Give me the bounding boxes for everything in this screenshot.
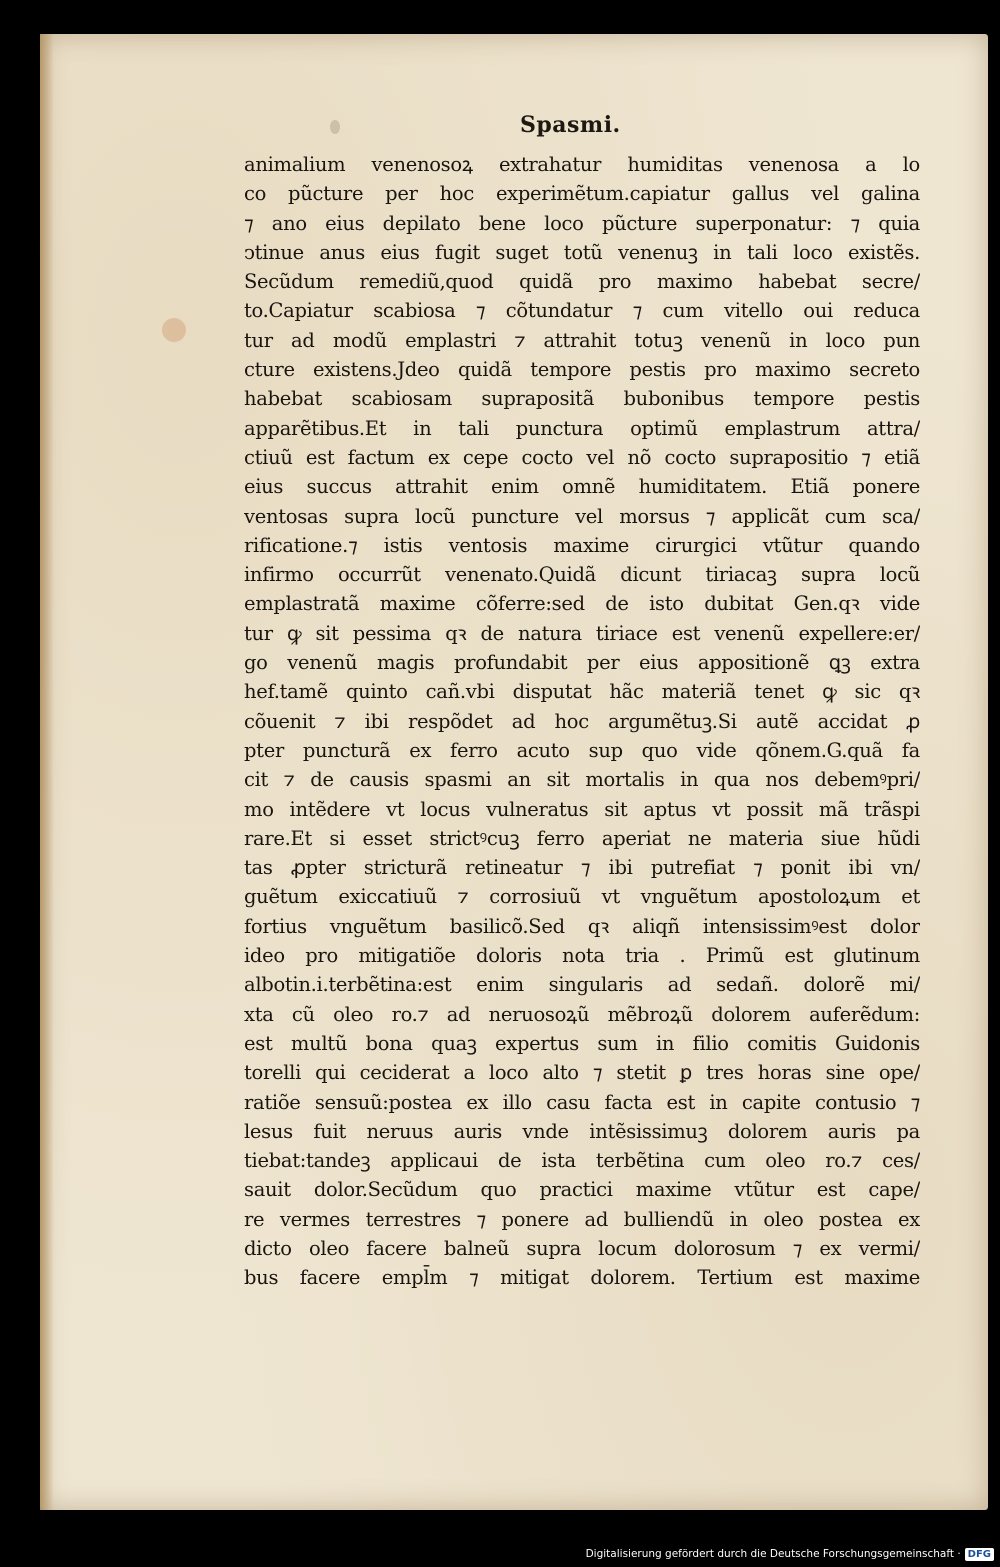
- digitization-footer: [586, 1544, 994, 1564]
- text-line: re vermes terrestres ⁊ ponere ad bulliendũ in oleo postea ex: [244, 1207, 920, 1231]
- text-line: tiebat:tandeꝫ applicaui de ista terbẽtina cum oleo ro.⁊ ces/: [244, 1149, 920, 1173]
- text-line: eius succus attrahit enim omnẽ humiditatem. Etiã ponere: [244, 475, 920, 499]
- text-line: est multũ bona quaꝫ expertus sum in filio comitis Guidonis: [244, 1031, 920, 1055]
- text-line: cõuenit ⁊ ibi respõdet ad hoc argumẽtuꝫ.Si autẽ accidat ꝓ: [244, 709, 920, 733]
- text-line: bus facere empl̄m ⁊ mitigat dolorem. Tertium est maxime: [244, 1266, 920, 1290]
- text-line: ratiõe sensuũ:postea ex illo casu facta est in capite contusio ⁊: [244, 1090, 920, 1114]
- text-line: apparẽtibus.Et in tali punctura optimũ emplastrum attra/: [244, 416, 920, 440]
- text-line: tur ad modũ emplastri ⁊ attrahit totuꝫ venenũ in loco pun: [244, 328, 920, 352]
- text-line: mo intẽdere vt locus vulneratus sit aptus vt possit mã trãspi: [244, 797, 920, 821]
- text-line: ctiuũ est factum ex cepe cocto vel nõ cocto suprapositio ⁊ etiã: [244, 445, 920, 469]
- page-stain: [162, 318, 186, 342]
- text-line: emplastratã maxime cõferre:sed de isto dubitat Gen.qꝛ vide: [244, 592, 920, 616]
- text-line: co pũcture per hoc experimẽtum.capiatur gallus vel galina: [244, 182, 920, 206]
- page-stain: [330, 120, 340, 134]
- text-line: go venenũ magis profundabit per eius appositionẽ ꝗꝫ extra: [244, 651, 920, 675]
- page-gutter-shadow: [40, 34, 54, 1510]
- text-line: habebat scabiosam suprapositã bubonibus tempore pestis: [244, 387, 920, 411]
- text-line: ideo pro mitigatiõe doloris nota tria . Primũ est glutinum: [244, 944, 920, 968]
- text-line: pter puncturã ex ferro acuto sup quo vide qõnem.G.quã fa: [244, 738, 920, 762]
- text-line: tas ꝓpter stricturã retineatur ⁊ ibi putrefiat ⁊ ponit ibi vn/: [244, 856, 920, 880]
- text-line: sauit dolor.Secũdum quo practici maxime vtũtur est cape/: [244, 1178, 920, 1202]
- text-line: Secũdum remediũ,quod quidã pro maximo habebat secre/: [244, 270, 920, 294]
- running-head: Spasmi.: [520, 112, 621, 138]
- text-line: albotin.i.terbẽtina:est enim singularis ad sedañ. dolorẽ mi/: [244, 973, 920, 997]
- text-line: infirmo occurrũt venenato.Quidã dicunt tiriacaꝫ supra locũ: [244, 563, 920, 587]
- text-line: rare.Et si esset strictꝰcuꝫ ferro aperiat ne materia siue hũdi: [244, 826, 920, 850]
- dfg-logo: DFG: [965, 1548, 994, 1561]
- text-line: ↄtinue anus eius fugit suget totũ venenuꝫ in tali loco existẽs.: [244, 240, 920, 264]
- text-line: to.Capiatur scabiosa ⁊ cõtundatur ⁊ cum vitello oui reduca: [244, 299, 920, 323]
- text-line: ventosas supra locũ puncture vel morsus ⁊ applicãt cum sca/: [244, 504, 920, 528]
- text-line: tur ꝙ sit pessima qꝛ de natura tiriace est venenũ expellere:er/: [244, 621, 920, 645]
- text-line: ⁊ ano eius depilato bene loco pũcture superponatur: ⁊ quia: [244, 211, 920, 235]
- funding-credit: Digitalisierung gefördert durch die Deutsche Forschungsgemeinschaft ·: [585, 1548, 961, 1560]
- text-line: cture existens.Jdeo quidã tempore pestis pro maximo secreto: [244, 358, 920, 382]
- text-line: guẽtum exiccatiuũ ⁊ corrosiuũ vt vnguẽtum apostoloꝝum et: [244, 885, 920, 909]
- text-line: dicto oleo facere balneũ supra locum dolorosum ⁊ ex vermi/: [244, 1236, 920, 1260]
- main-text-block: [244, 150, 920, 1293]
- text-line: animalium venenosoꝝ extrahatur humiditas venenosa a lo: [244, 153, 920, 176]
- text-line: xta cũ oleo ro.⁊ ad neruosoꝝũ mẽbroꝝũ dolorem auferẽdum:: [244, 1002, 920, 1026]
- text-line: rificatione.⁊ istis ventosis maxime cirurgici vtũtur quando: [244, 533, 920, 557]
- text-line: fortius vnguẽtum basilicõ.Sed qꝛ aliqñ intensissimꝰest dolor: [244, 914, 920, 938]
- text-line: torelli qui ceciderat a loco alto ⁊ stetit ꝑ tres horas sine ope/: [244, 1061, 920, 1085]
- text-line: lesus fuit neruus auris vnde intẽsissimuꝫ dolorem auris pa: [244, 1119, 920, 1143]
- text-line: hef.tamẽ quinto cañ.vbi disputat hãc materiã tenet ꝙ sic qꝛ: [244, 680, 920, 704]
- text-line: cit ⁊ de causis spasmi an sit mortalis in qua nos debemꝰpri/: [244, 768, 920, 792]
